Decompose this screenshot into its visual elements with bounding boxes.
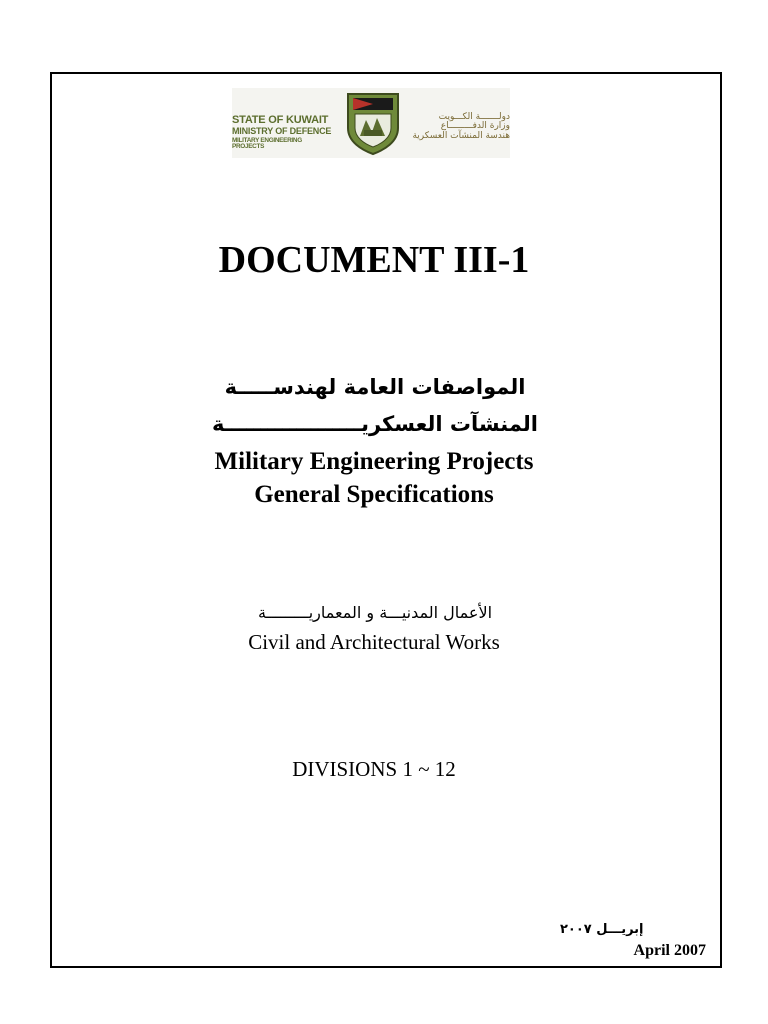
document-title: DOCUMENT III-1 <box>218 239 530 281</box>
logo-ar-projects: هندسة المنشآت العسكرية <box>412 130 510 141</box>
arabic-title-line-1: المواصفات العامة لهندســـــة <box>224 375 526 399</box>
english-title-line-2: General Specifications <box>254 481 494 508</box>
logo-ar-ministry: وزارة الدفـــــــــاع <box>440 121 510 132</box>
logo-military-engineering-projects: MILITARY ENGINEERING PROJECTS <box>232 137 302 151</box>
logo-state-of-kuwait: STATE OF KUWAIT <box>232 114 329 126</box>
logo-english-text <box>232 115 332 151</box>
english-subtitle: Civil and Architectural Works <box>248 630 500 654</box>
english-title-line-1: Military Engineering Projects <box>214 448 534 475</box>
divisions-range: DIVISIONS 1 ~ 12 <box>292 757 456 781</box>
page-border <box>50 72 722 968</box>
date-arabic: إبريـــل ٢٠٠٧ <box>560 922 644 937</box>
logo-arabic-text <box>410 113 510 141</box>
logo-ar-state: دولـــــــة الكـــويت <box>438 112 510 122</box>
arabic-title-line-2: المنشآت العسكريـــــــــــــــــــة <box>212 412 538 436</box>
date-english: April 2007 <box>633 942 706 959</box>
kuwait-mod-emblem-icon <box>344 90 402 156</box>
logo-ministry-of-defence: MINISTRY OF DEFENCE <box>232 126 332 136</box>
arabic-subtitle: الأعمال المدنيـــة و المعماريـــــــــة <box>257 603 493 622</box>
